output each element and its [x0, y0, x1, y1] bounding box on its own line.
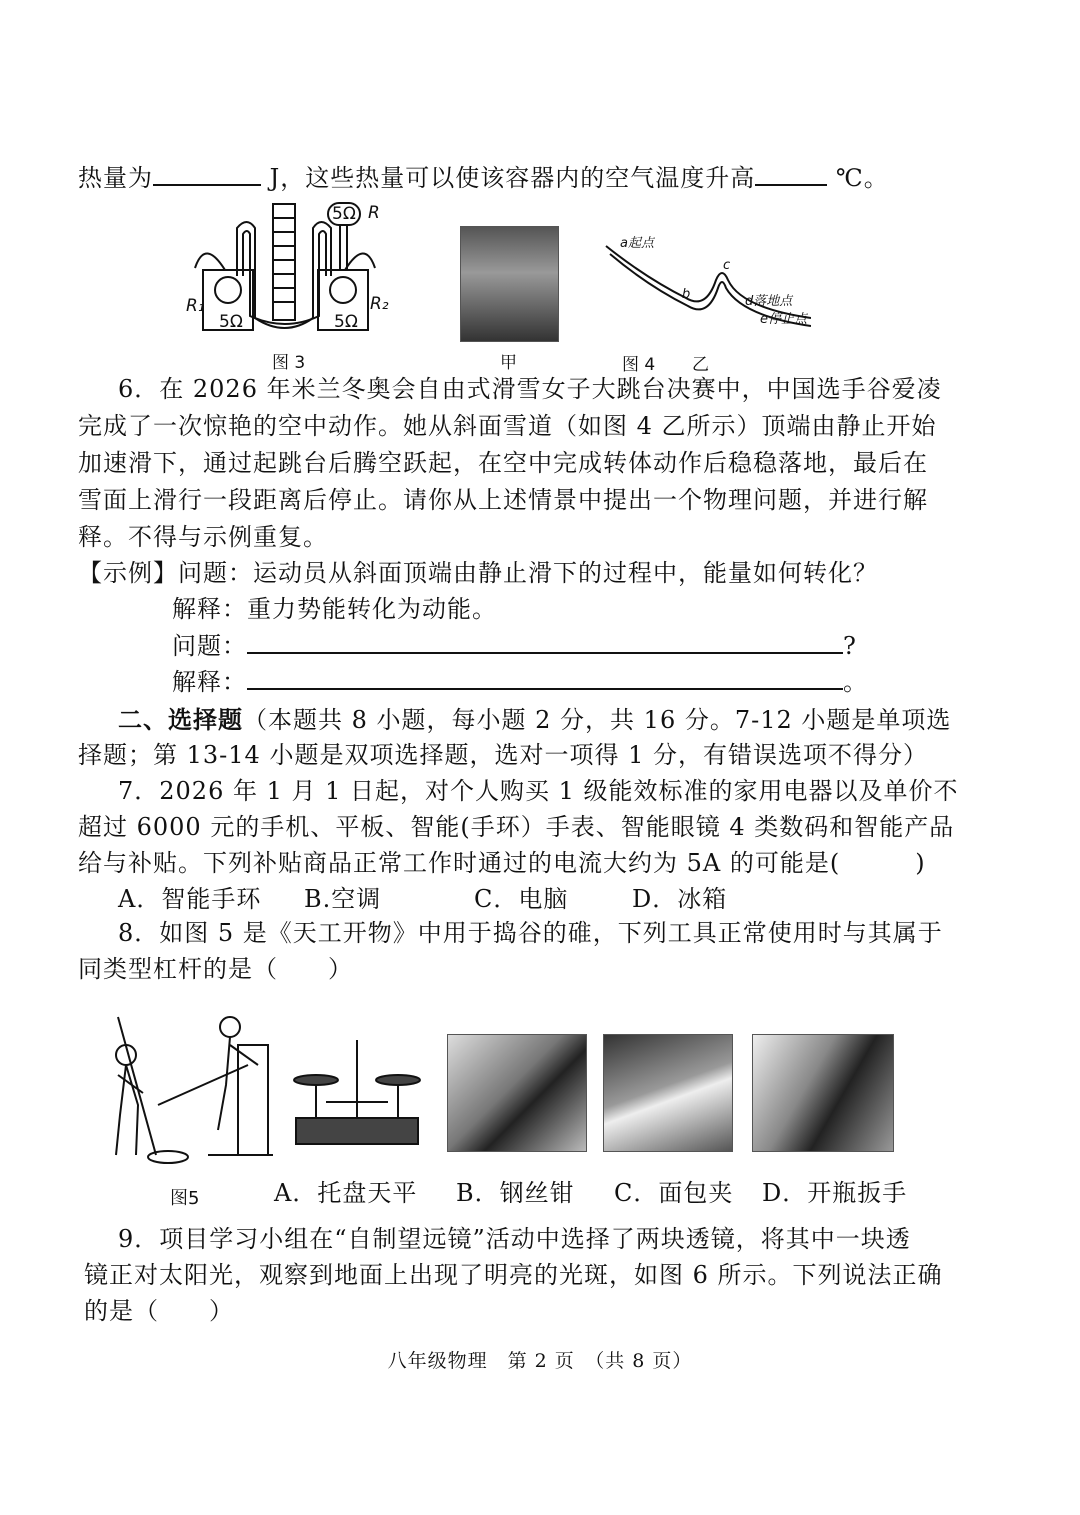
- figure-4-athlete-photo: [460, 226, 559, 342]
- q9-line-1: 9．项目学习小组在“自制望远镜”活动中选择了两块透镜，将其中一块透: [118, 1225, 911, 1253]
- q6-line-5: 释。不得与示例重复。: [78, 523, 328, 551]
- fig3-resistor-top: 5Ω: [327, 202, 361, 226]
- fig4-label-c: c: [723, 258, 731, 273]
- q9-line-2: 镜正对太阳光，观察到地面上出现了明亮的光斑，如图 6 所示。下列说法正确: [84, 1261, 943, 1289]
- fig3-resistor-right: 5Ω: [334, 312, 358, 332]
- fig4-caption: 图 4: [622, 355, 656, 375]
- fig3-label-R2: R₂: [370, 294, 389, 314]
- q7-option-d[interactable]: D．冰箱: [632, 885, 728, 913]
- q9-line-3: 的是（ ）: [84, 1297, 234, 1325]
- section2-desc-1: （本题共 8 小题，每小题 2 分，共 16 分。7-12 小题是单项选: [243, 706, 952, 734]
- q8-option-d[interactable]: D．开瓶扳手: [762, 1179, 908, 1207]
- q6-line-4: 雪面上滑行一段距离后停止。请你从上述情景中提出一个物理问题，并进行解: [78, 486, 928, 514]
- q6-line-2: 完成了一次惊艳的空中动作。她从斜面雪道（如图 4 乙所示）顶端由静止开始: [78, 412, 937, 440]
- q8-option-a[interactable]: A．托盘天平: [274, 1179, 418, 1207]
- q6-question-end: ?: [843, 632, 857, 660]
- fig3-caption: 图 3: [272, 353, 306, 373]
- q6-answer-blank[interactable]: [247, 664, 843, 690]
- section2-line-1: [118, 703, 951, 737]
- q6-question-blank[interactable]: [247, 628, 843, 654]
- fig3-label-R: R: [368, 203, 380, 223]
- q8-line-2: 同类型杠杆的是（ ）: [78, 955, 353, 983]
- q7-line-3: 给与补贴。下列补贴商品正常工作时通过的电流大约为 5A 的可能是( ): [78, 849, 926, 877]
- q7-option-b[interactable]: B.空调: [304, 885, 382, 913]
- fig4-yi: 乙: [692, 355, 709, 375]
- fig4-label-e: e停止点: [760, 312, 807, 327]
- fig4-jia: 甲: [500, 353, 517, 373]
- q6-answer-row: [172, 664, 868, 699]
- q7-option-a[interactable]: A．智能手环: [118, 885, 262, 913]
- q5-text-2: J，这些热量可以使该容器内的空气温度升高: [261, 164, 756, 192]
- fig4-label-b: b: [682, 287, 691, 302]
- option-b-wire-pliers-image: [447, 1034, 587, 1152]
- section2-title: 二、选择题: [118, 705, 243, 734]
- q8-option-b[interactable]: B．钢丝钳: [456, 1179, 575, 1207]
- option-d-bottle-opener-image: [752, 1034, 894, 1152]
- q6-answer-end: 。: [843, 668, 868, 696]
- option-a-tray-balance-image: [286, 1030, 428, 1150]
- q5-line: [78, 160, 889, 195]
- q6-line-1: 6．在 2026 年米兰冬奥会自由式滑雪女子大跳台决赛中，中国选手谷爱凌: [118, 375, 942, 403]
- q7-option-c[interactable]: C．电脑: [474, 885, 569, 913]
- fig3-label-R1: R₁: [186, 296, 205, 316]
- q6-example-question: 【示例】问题：运动员从斜面顶端由静止滑下的过程中，能量如何转化？: [78, 559, 878, 587]
- q5-blank-heat[interactable]: [153, 160, 261, 186]
- fig5-caption: 图5: [170, 1188, 200, 1209]
- q6-answer-label: 解释：: [172, 668, 247, 696]
- figure-5-tiangong-kaiwu-illustration: [98, 1005, 278, 1170]
- fig3-resistor-left: 5Ω: [219, 312, 243, 332]
- q8-line-1: 8．如图 5 是《天工开物》中用于捣谷的碓，下列工具正常使用时与其属于: [118, 919, 943, 947]
- q7-line-1: 7．2026 年 1 月 1 日起，对个人购买 1 级能效标准的家用电器以及单价不: [118, 777, 959, 805]
- q6-question-label: 问题：: [172, 632, 247, 660]
- fig4-label-d: d落地点: [745, 294, 793, 309]
- q6-line-3: 加速滑下，通过起跳台后腾空跃起，在空中完成转体动作后稳稳落地，最后在: [78, 449, 928, 477]
- fig4-label-a: a起点: [620, 236, 654, 251]
- section2-desc-2: 择题；第 13-14 小题是双项选择题，选对一项得 1 分，有错误选项不得分）: [78, 741, 928, 769]
- q7-line-2: 超过 6000 元的手机、平板、智能(手环）手表、智能眼镜 4 类数码和智能产品: [78, 813, 955, 841]
- option-c-bread-tongs-image: [603, 1034, 733, 1152]
- q5-blank-temp[interactable]: [755, 160, 827, 186]
- page-footer: 八年级物理 第 2 页 （共 8 页）: [387, 1350, 693, 1372]
- q8-option-c[interactable]: C．面包夹: [614, 1179, 734, 1207]
- q6-question-row: [172, 628, 857, 663]
- q5-text-1: 热量为: [78, 164, 153, 192]
- q6-example-answer: 解释：重力势能转化为动能。: [172, 595, 497, 623]
- q5-text-3: ℃。: [827, 164, 889, 192]
